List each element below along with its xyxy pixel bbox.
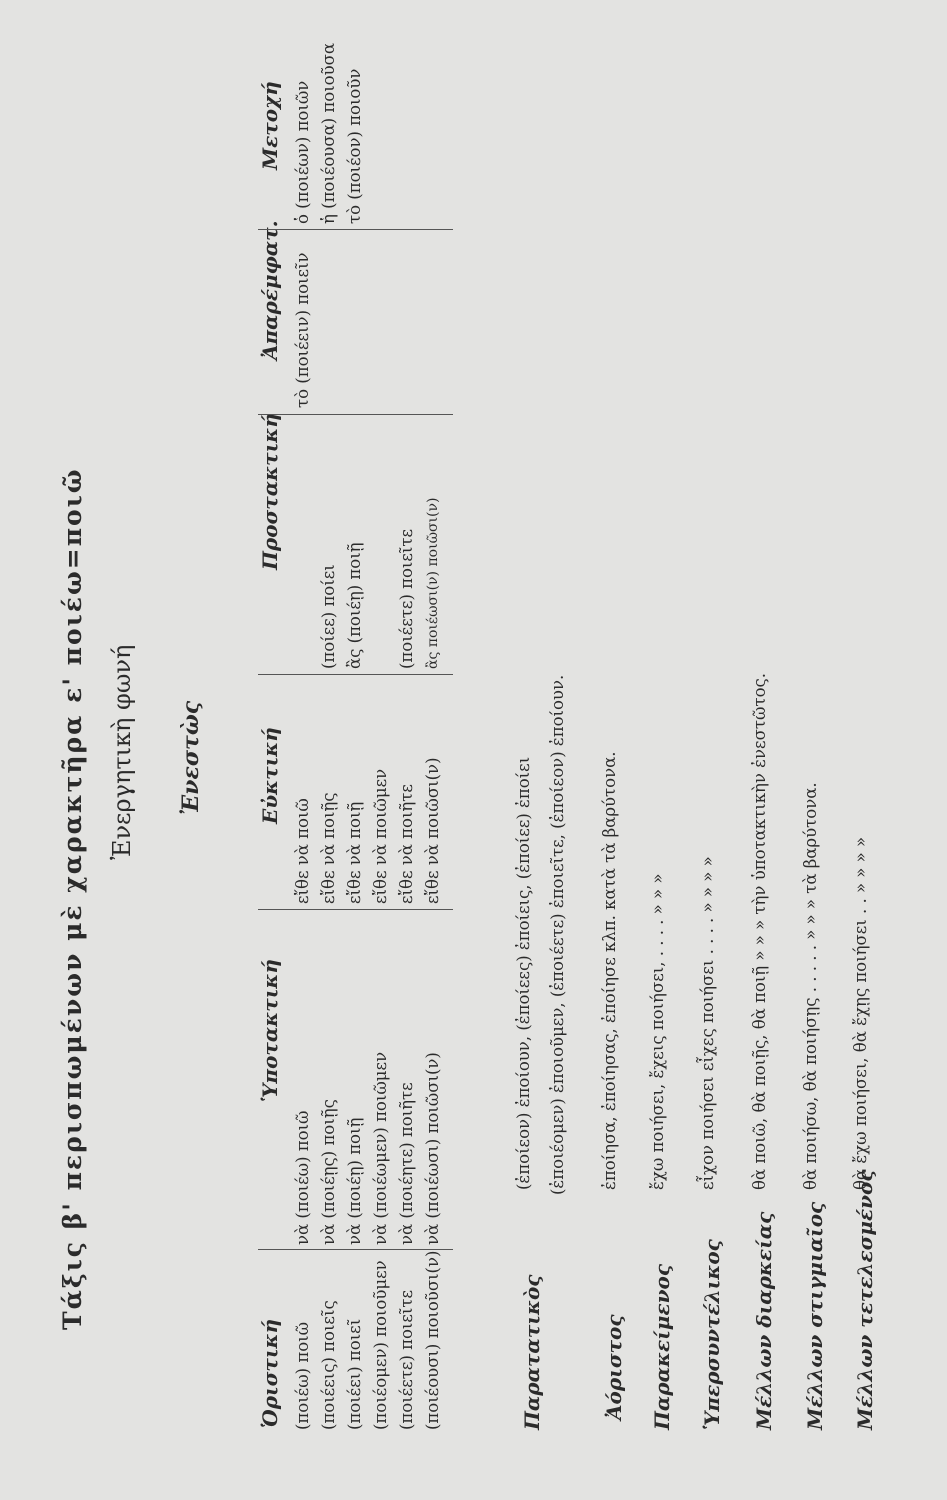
form-line: νὰ (ποιέωμεν) ποιῶμεν [371,1051,390,1245]
tense-label-future-simple: Μέλλων στιγμιαῖος [803,1201,827,1430]
voice-heading: Ἐνεργητικὴ φωνή [108,644,136,860]
participle-forms [290,43,368,224]
subjunctive-forms [290,1052,446,1245]
tense-label-aorist: Ἀόριστος [602,1314,626,1420]
tense-forms-aorist: ἐποίησα, ἐποίησας, ἐποίησε κλπ. κατὰ τὰ βαρύτονα. [600,751,619,1190]
optative-forms [290,757,446,904]
tense-forms-future-simple: θὰ ποιήσω, θὰ ποιήσῃς . . . . . » » » τὰ βαρύτονα. [801,782,820,1190]
form-line: νὰ (ποιέωσι) ποιῶσι(ν) [423,1052,442,1245]
present-tense-heading: Ἐνεστὼς [178,700,204,815]
tense-label-pluperfect: Ὑπερσυντέλικος [700,1239,724,1430]
indicative-forms [290,1251,446,1430]
form-line: εἴθε νὰ ποιῆτε [397,784,416,904]
tense-forms-pluperfect: εἶχον ποιήσει εἶχες ποιήσει . . . . » » » » [698,856,717,1190]
form-line: (ποιέετε) ποιεῖτε [397,528,416,669]
tense-label-future-perfect: Μέλλων τετελεσμένος [853,1169,877,1430]
col-head-participle: Μετοχή [258,81,282,170]
tense-forms-imperfect-plural: (ἐποιέομεν) ἐποιοῦμεν, (ἐποιέετε) ἐποιεῖτε, (ἐποίεον) ἐποίουν. [548,674,567,1195]
column-divider [258,229,453,230]
tense-forms-future-continuous: θὰ ποιῶ, θὰ ποιῇς, θὰ ποιῇ » » » τὴν ὑποτακτικὴν ἐνεστῶτος. [750,673,769,1190]
col-head-imperative: Προστακτική [258,413,282,570]
form-line: τὸ (ποιέον) ποιοῦν [345,68,364,224]
imperative-forms [290,498,446,669]
form-line: (ποιέω) ποιῶ [293,1321,312,1430]
column-divider [258,674,453,675]
col-head-indicative: Ὁριστική [258,1318,282,1428]
form-line: ὁ (ποιέων) ποιῶν [293,80,312,224]
form-line: (ποιέουσι) ποιοῦσι(ν) [423,1250,442,1430]
tense-label-future-continuous: Μέλλων διαρκείας [752,1211,776,1430]
form-line: ἂς ποιέωσι(ν) ποιῶσι(ν) [425,497,441,669]
form-line: τὸ (ποιέειν) ποιεῖν [293,252,312,408]
tense-forms-imperfect: (ἐποίεον) ἐποίουν, (ἐποίεες) ἐποίεις, (ἐποίεε) ἐποίει [514,756,533,1190]
form-line: (ποίεε) ποίει [319,564,338,669]
tense-forms-perfect: ἔχω ποιήσει, ἔχεις ποιήσει, . . . . » » » [648,873,667,1190]
form-line: ἡ (ποιέουσα) ποιοῦσα [319,42,338,224]
tense-label-imperfect: Παρατατικὸς [520,1274,544,1430]
form-line: νὰ (ποιέητε) ποιῆτε [397,1082,416,1245]
form-line: (ποιέεις) ποιεῖς [319,1300,338,1430]
form-line: εἴθε νὰ ποιῶσι(ν) [423,757,442,904]
page-title: Τάξις β' περισπωμένων μὲ χαρακτῆρα ε' ποιέω=ποιῶ [58,467,87,1330]
form-line [290,498,316,669]
tense-forms-future-perfect: θὰ ἔχω ποιήσει, θὰ ἔχῃς ποιήσει . . » » » » [851,836,870,1190]
col-head-subjunctive: Ὑποτακτική [258,959,282,1102]
form-line: (ποιέει) ποιεῖ [345,1318,364,1430]
column-divider [258,909,453,910]
infinitive-forms [290,252,316,408]
form-line: νὰ (ποιέω) ποιῶ [293,1110,312,1245]
form-line [368,498,394,669]
form-line: (ποιέετε) ποιεῖτε [397,1289,416,1430]
tense-label-perfect: Παρακείμενος [650,1264,674,1430]
form-line: (ποιέομεν) ποιοῦμεν [371,1260,390,1430]
col-head-optative: Εὐκτική [258,727,282,824]
form-line: εἴθε νὰ ποιῶμεν [371,768,390,904]
form-line: νὰ (ποιέῃ) ποιῇ [345,1117,364,1245]
form-line: εἴθε νὰ ποιῇς [319,792,338,904]
form-line: νὰ (ποιέῃς) ποιῇς [319,1099,338,1245]
col-head-infinitive: Ἀπαρέμφατ. [258,220,282,360]
form-line: ἂς (ποιέῃ) ποιῇ [345,542,364,669]
form-line: εἴθε νὰ ποιῇ [345,801,364,904]
form-line: εἴθε νὰ ποιῶ [293,798,312,904]
column-divider [258,414,453,415]
